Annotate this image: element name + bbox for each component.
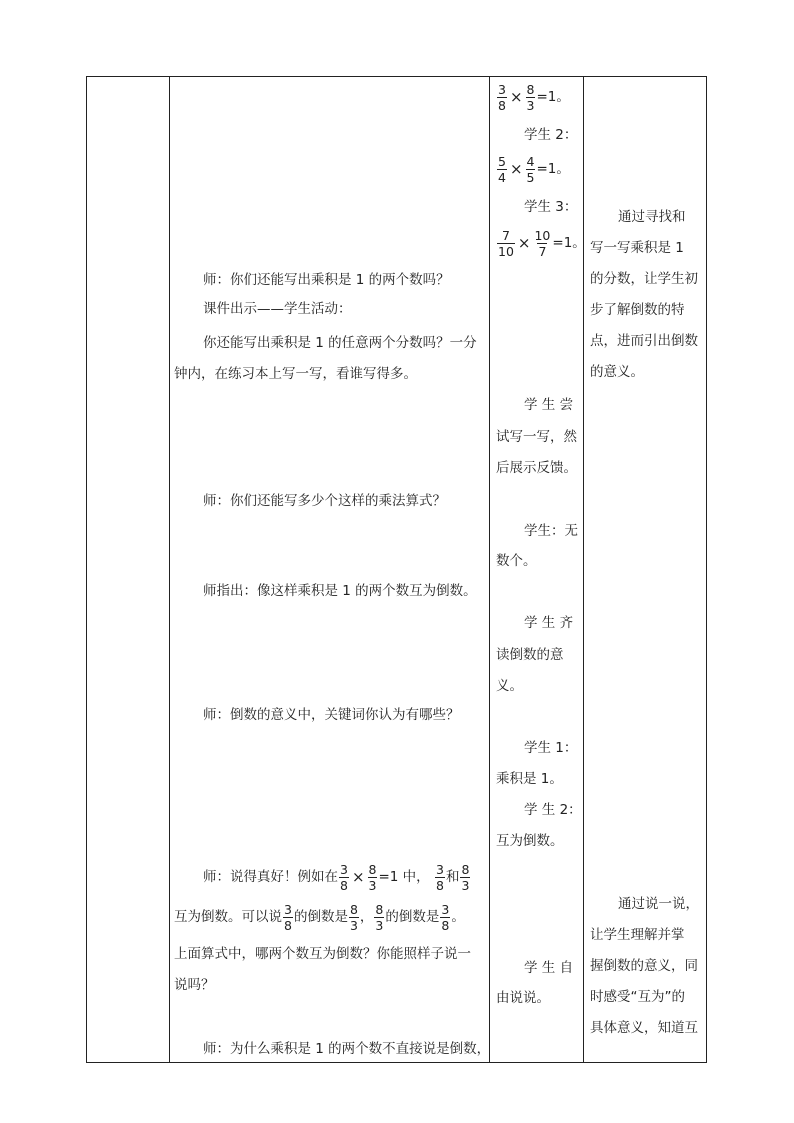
student-line: 学生 1： — [524, 740, 578, 756]
teacher-line: 课件出示——学生活动： — [203, 301, 352, 317]
teacher-example-line: 师：说得真好！例如在 $\frac{3}{8}$ × $\frac{8}{3}$ =1 中， $\frac{3}{8}$ 和 $\frac{8}{3}$ — [203, 861, 470, 893]
teacher-line: 师：你们还能写出乘积是 1 的两个数吗？ — [203, 272, 450, 288]
student-equation: $\frac{7}{10}$ × $\frac{10}{7}$ =1。 — [498, 227, 586, 259]
fraction: $\frac{3}{8}$ — [435, 861, 444, 893]
student-line: 学 生 自 — [524, 960, 574, 976]
lesson-table — [86, 76, 707, 1063]
student-line: 读倒数的意 — [496, 647, 564, 663]
student-line: 互为倒数。 — [496, 833, 564, 849]
teacher-line: 师：倒数的意义中，关键词你认为有哪些？ — [203, 707, 460, 723]
fraction: $\frac{8}{3}$ — [349, 901, 358, 933]
student-label: 学生 2： — [524, 127, 578, 143]
student-line: 乘积是 1。 — [496, 771, 563, 787]
teacher-line: 钟内，在练习本上写一写，看谁写得多。 — [174, 366, 417, 382]
student-equation: $\frac{3}{8}$ × $\frac{8}{3}$ =1。 — [498, 81, 570, 113]
student-activity-column — [490, 77, 586, 1062]
intent-line: 握倒数的意义，同 — [590, 958, 698, 974]
student-line: 学生：无 — [524, 523, 578, 539]
intent-line: 写一写乘积是 1 — [590, 240, 684, 256]
teacher-line: 你还能写出乘积是 1 的任意两个分数吗？一分 — [203, 335, 477, 351]
teacher-line: 师：你们还能写多少个这样的乘法算式？ — [203, 493, 446, 509]
teacher-line: 师指出：像这样乘积是 1 的两个数互为倒数。 — [203, 583, 477, 599]
design-intent-column — [584, 77, 707, 1062]
fraction: $\frac{8}{3}$ — [375, 901, 384, 933]
fraction: $\frac{8}{3}$ — [461, 861, 470, 893]
student-label: 学生 3： — [524, 199, 578, 215]
intent-line: 让学生理解并掌 — [590, 927, 685, 943]
intent-line: 时感受“互为”的 — [590, 989, 685, 1005]
intent-line: 具体意义，知道互 — [590, 1020, 698, 1036]
student-line: 由说说。 — [496, 990, 550, 1006]
fraction: $\frac{3}{8}$ — [441, 901, 450, 933]
student-line: 义。 — [496, 678, 523, 694]
student-line: 后展示反馈。 — [496, 460, 577, 476]
teacher-example-line: 互为倒数。可以说 $\frac{3}{8}$ 的倒数是 $\frac{8}{3}$ ， $\frac{8}{3}$ 的倒数是 $\frac{3}{8}$ 。 — [174, 901, 465, 933]
student-line: 学 生 尝 — [524, 397, 574, 413]
intent-line: 的分数，让学生初 — [590, 271, 698, 287]
student-line: 试写一写，然 — [496, 429, 577, 445]
intent-line: 通过说一说， — [618, 896, 699, 912]
intent-line: 通过寻找和 — [618, 209, 686, 225]
teacher-activity-column — [170, 77, 491, 1062]
teacher-text: 师：说得真好！例如在 — [203, 869, 338, 885]
fraction: $\frac{3}{8}$ — [340, 861, 348, 893]
fraction: $\frac{8}{3}$ — [368, 861, 377, 893]
teacher-line: 上面算式中，哪两个数互为倒数？你能照样子说一 — [174, 946, 471, 962]
intent-line: 的意义。 — [590, 364, 644, 380]
intent-line: 步了解倒数的特 — [590, 302, 685, 318]
intent-line: 点，进而引出倒数 — [590, 333, 698, 349]
times-sign: × — [351, 868, 365, 886]
student-line: 学 生 齐 — [524, 615, 574, 631]
student-line: 数个。 — [496, 553, 537, 569]
teacher-line: 说吗？ — [174, 977, 215, 993]
fraction: $\frac{3}{8}$ — [284, 901, 292, 933]
student-line: 学 生 2： — [524, 802, 582, 818]
student-equation: $\frac{5}{4}$ × $\frac{4}{5}$ =1。 — [498, 153, 570, 185]
teacher-line: 师：为什么乘积是 1 的两个数不直接说是倒数， — [203, 1041, 491, 1057]
